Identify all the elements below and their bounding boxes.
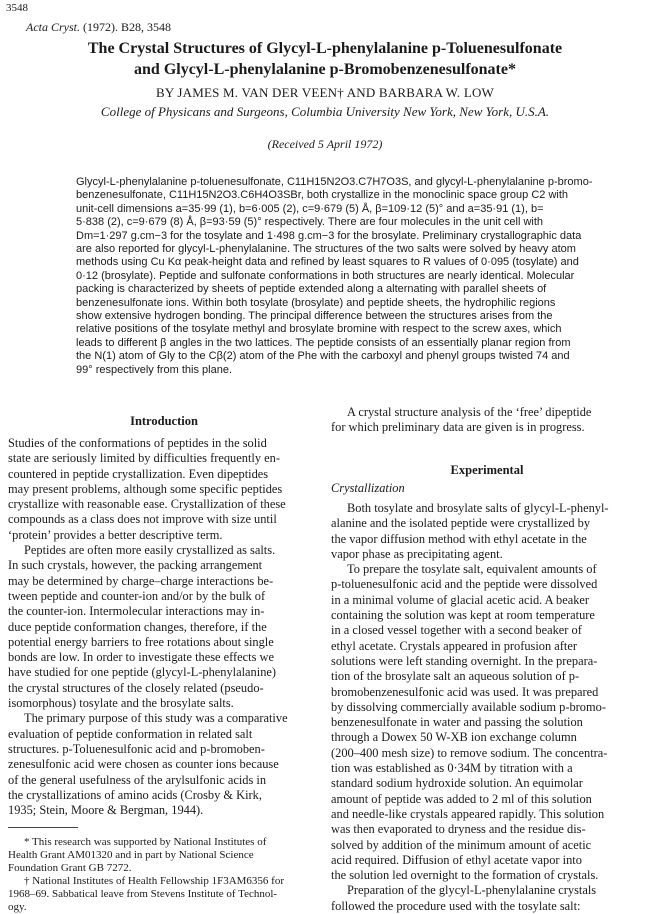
body-line: may present problems, although some specific peptides — [8, 481, 283, 496]
body-line: amount of peptide was added to 2 ml of this solution — [331, 791, 592, 806]
body-line: for which preliminary data are given is in progress. — [331, 420, 585, 435]
body-line: alanine and the isolated peptide were crystallized by — [331, 516, 591, 531]
body-line: followed the procedure used with the tosylate salt: — [331, 898, 581, 913]
body-line: tion was established as 0·34M by titration with a — [331, 761, 573, 776]
footnote-line: ogy. — [8, 901, 27, 913]
body-line: solutions were left standing overnight. In the prepara- — [331, 653, 598, 668]
footnote-line: * This research was supported by National Institutes of — [24, 836, 267, 848]
body-line: the counter-ion. Intermolecular interactions may in- — [8, 604, 265, 619]
abstract-line: unit-cell dimensions a=35·99 (1), b=6·005 (2), c=9·679 (5) Å, β=109·12 (5)° and a=35·91 (1), b= — [76, 202, 544, 215]
body-line: have studied for one peptide (glycyl-L-phenylalanine) — [8, 665, 277, 680]
body-line: structures. p-Toluenesulfonic acid and p-bromoben- — [8, 741, 265, 756]
experimental-heading: Experimental — [450, 463, 524, 477]
body-line: compounds as a class does not improve with size until — [8, 512, 277, 527]
affiliation: College of Physicans and Surgeons, Columbia University New York, New York, U.S.A. — [100, 104, 550, 119]
journal-name: Acta Cryst. — [26, 20, 80, 34]
body-line: the crystallizations of amino acids (Crosby & Kirk, — [8, 787, 262, 802]
journal-reference — [26, 20, 171, 35]
footnote-line: Health Grant AM01320 and in part by National Science — [8, 849, 254, 861]
body-line: the vapor diffusion method with ethyl acetate in the — [331, 531, 587, 546]
title-line: and Glycyl-L-phenylalanine p-Bromobenzenesulfonate* — [134, 61, 516, 78]
abstract-line: the N(1) atom of Gly to the Cβ(2) atom of the Phe with the carboxyl and phenyl groups twisted 74 and — [76, 350, 570, 363]
abstract-line: packing is characterized by sheets of peptide extended along a alternating with parallel sheets of — [76, 283, 547, 296]
body-line: zenesulfonic acid were chosen as counter ions because — [8, 757, 279, 772]
abstract-line: are also reported for glycyl-L-phenylalanine. The structures of the two salts were solved by heavy atom — [76, 243, 576, 256]
abstract-line: leads to different β angles in the two lattices. The peptide consists of an essentially planar region from — [76, 336, 571, 349]
body-line: the crystal structures of the closely related (pseudo- — [8, 680, 264, 695]
body-line: was then evaporated to dryness and the residue dis- — [331, 822, 586, 837]
title-line: The Crystal Structures of Glycyl-L-phenylalanine p-Toluenesulfonate — [87, 40, 563, 57]
page-number: 3548 — [6, 2, 28, 14]
footnote-divider — [8, 827, 78, 828]
body-line: ‘protein’ provides a better descriptive term. — [8, 527, 223, 542]
abstract — [76, 176, 642, 377]
body-line: evaluation of peptide conformation in related salt — [8, 726, 253, 741]
body-line: Both tosylate and brosylate salts of glycyl-L-phenyl- — [347, 501, 609, 515]
authors: BY JAMES M. VAN DER VEEN† AND BARBARA W. LOW — [155, 85, 495, 100]
introduction-body — [8, 436, 320, 818]
body-line: in a minimal volume of glacial acetic acid. A beaker — [331, 592, 590, 607]
body-line: countered in peptide crystallization. Even dipeptides — [8, 466, 269, 481]
body-line: standard sodium hydroxide solution. An equimolar — [331, 776, 583, 791]
abstract-line: relative positions of the tosylate methyl and brosylate bromine with respect to the screw axes, which — [76, 323, 562, 336]
article-title — [20, 38, 630, 80]
received-date: (Received 5 April 1972) — [267, 137, 383, 151]
journal-volume: (1972). B28, 3548 — [83, 20, 171, 34]
body-line: isomorphous) tosylate and the brosylate salts. — [8, 696, 234, 711]
body-line: the solution led overnight to the formation of crystals. — [331, 868, 599, 883]
body-line: ethyl acetate. Crystals appeared in profusion after — [331, 638, 577, 653]
abstract-line: benzenesulfonate ions. Within both tosylate (brosylate) and peptide sheets, the hydrophilic regions — [76, 296, 556, 309]
body-line: Studies of the conformations of peptides in the solid — [8, 436, 267, 450]
experimental-body — [331, 501, 643, 914]
abstract-line: 5·838 (2), c=9·679 (8) Å, β=93·59 (5)° respectively. There are four molecules in the unit cell with — [76, 216, 544, 229]
body-line: solved by addition of the minimum amount of acetic — [331, 837, 592, 852]
body-line: crystallize with reasonable ease. Crystallization of these — [8, 497, 286, 512]
body-line: tween peptide and counter-ion and/or by the bulk of — [8, 588, 266, 603]
footnote-line: 1968–69. Sabbatical leave from Stevens Institute of Technol- — [8, 888, 278, 900]
abstract-line: 99° respectively from this plane. — [76, 363, 233, 376]
abstract-line: Glycyl-L-phenylalanine p-toluenesulfonate, C11H15N2O3.C7H7O3S, and glycyl-L-phenylalanine p-bromo- — [76, 176, 593, 188]
body-line: Preparation of the glycyl-L-phenylalanine crystals — [347, 883, 597, 898]
body-line: state are seriously limited by difficulties frequently en- — [8, 451, 280, 466]
abstract-line: show extensive hydrogen bonding. The principal difference between the structures arises from the — [76, 310, 553, 323]
body-line: in a closed vessel together with a second beaker of — [331, 623, 582, 638]
footnote-line: Foundation Grant GB 7272. — [8, 862, 132, 874]
body-line: acid required. Diffusion of ethyl acetate vapor into — [331, 852, 582, 867]
body-line: p-toluenesulfonic acid and the peptide were dissolved — [331, 577, 598, 592]
crystallization-subheading: Crystallization — [331, 481, 405, 495]
right-intro — [331, 405, 643, 436]
body-line: containing the solution was kept at room temperature — [331, 608, 595, 623]
footnotes — [8, 836, 320, 914]
body-line: In such crystals, however, the packing arrangement — [8, 558, 263, 573]
abstract-line: methods using Cu Kα peak-height data and refined by least squares to R values of 0·095 (tosylate) and — [76, 256, 579, 269]
abstract-line: Dm=1·297 g.cm−3 for the tosylate and 1·498 g.cm−3 for the brosylate. Preliminary crystallographic data — [76, 229, 582, 242]
body-line: bromobenzenesulfonic acid was used. It was prepared — [331, 684, 599, 699]
body-line: through a Dowex 50 W-XB ion exchange column — [331, 730, 577, 745]
abstract-line: benzenesulfonate, C11H15N2O3.C6H4O3SBr, both crystallize in the monoclinic space group C2 with — [76, 189, 569, 202]
body-line: potential energy barriers to free rotations about single — [8, 634, 274, 649]
body-line: The primary purpose of this study was a comparative — [24, 711, 288, 726]
body-line: Peptides are often more easily crystallized as salts. — [24, 543, 276, 558]
introduction-heading: Introduction — [130, 414, 198, 428]
body-line: (200–400 mesh size) to remove sodium. The concentra- — [331, 745, 608, 760]
body-line: tion of the brosylate salt an aqueous solution of p- — [331, 669, 580, 684]
body-line: vapor phase as precipitating agent. — [331, 546, 503, 561]
body-line: 1935; Stein, Moore & Bergman, 1944). — [8, 803, 204, 818]
abstract-line: 0·12 (brosylate). Peptide and sulfonate conformations in both structures are nearly identical. Molecular — [76, 269, 575, 282]
body-line: benzenesulfonate in water and passing the solution — [331, 715, 583, 730]
body-line: by dissolving commercially available sodium p-bromo- — [331, 699, 606, 714]
body-line: may be determined by charge–charge interactions be- — [8, 573, 274, 588]
body-line: To prepare the tosylate salt, equivalent amounts of — [347, 562, 597, 577]
body-line: A crystal structure analysis of the ‘free’ dipeptide — [347, 405, 592, 419]
body-line: and needle-like crystals appeared rapidly. This solution — [331, 806, 605, 821]
body-line: bonds are low. In order to investigate these effects we — [8, 650, 274, 665]
body-line: of the general usefulness of the arylsulfonic acids in — [8, 772, 267, 787]
body-line: duce peptide conformation changes, therefore, if the — [8, 619, 267, 634]
footnote-line: † National Institutes of Health Fellowship 1F3AM6356 for — [24, 875, 285, 887]
